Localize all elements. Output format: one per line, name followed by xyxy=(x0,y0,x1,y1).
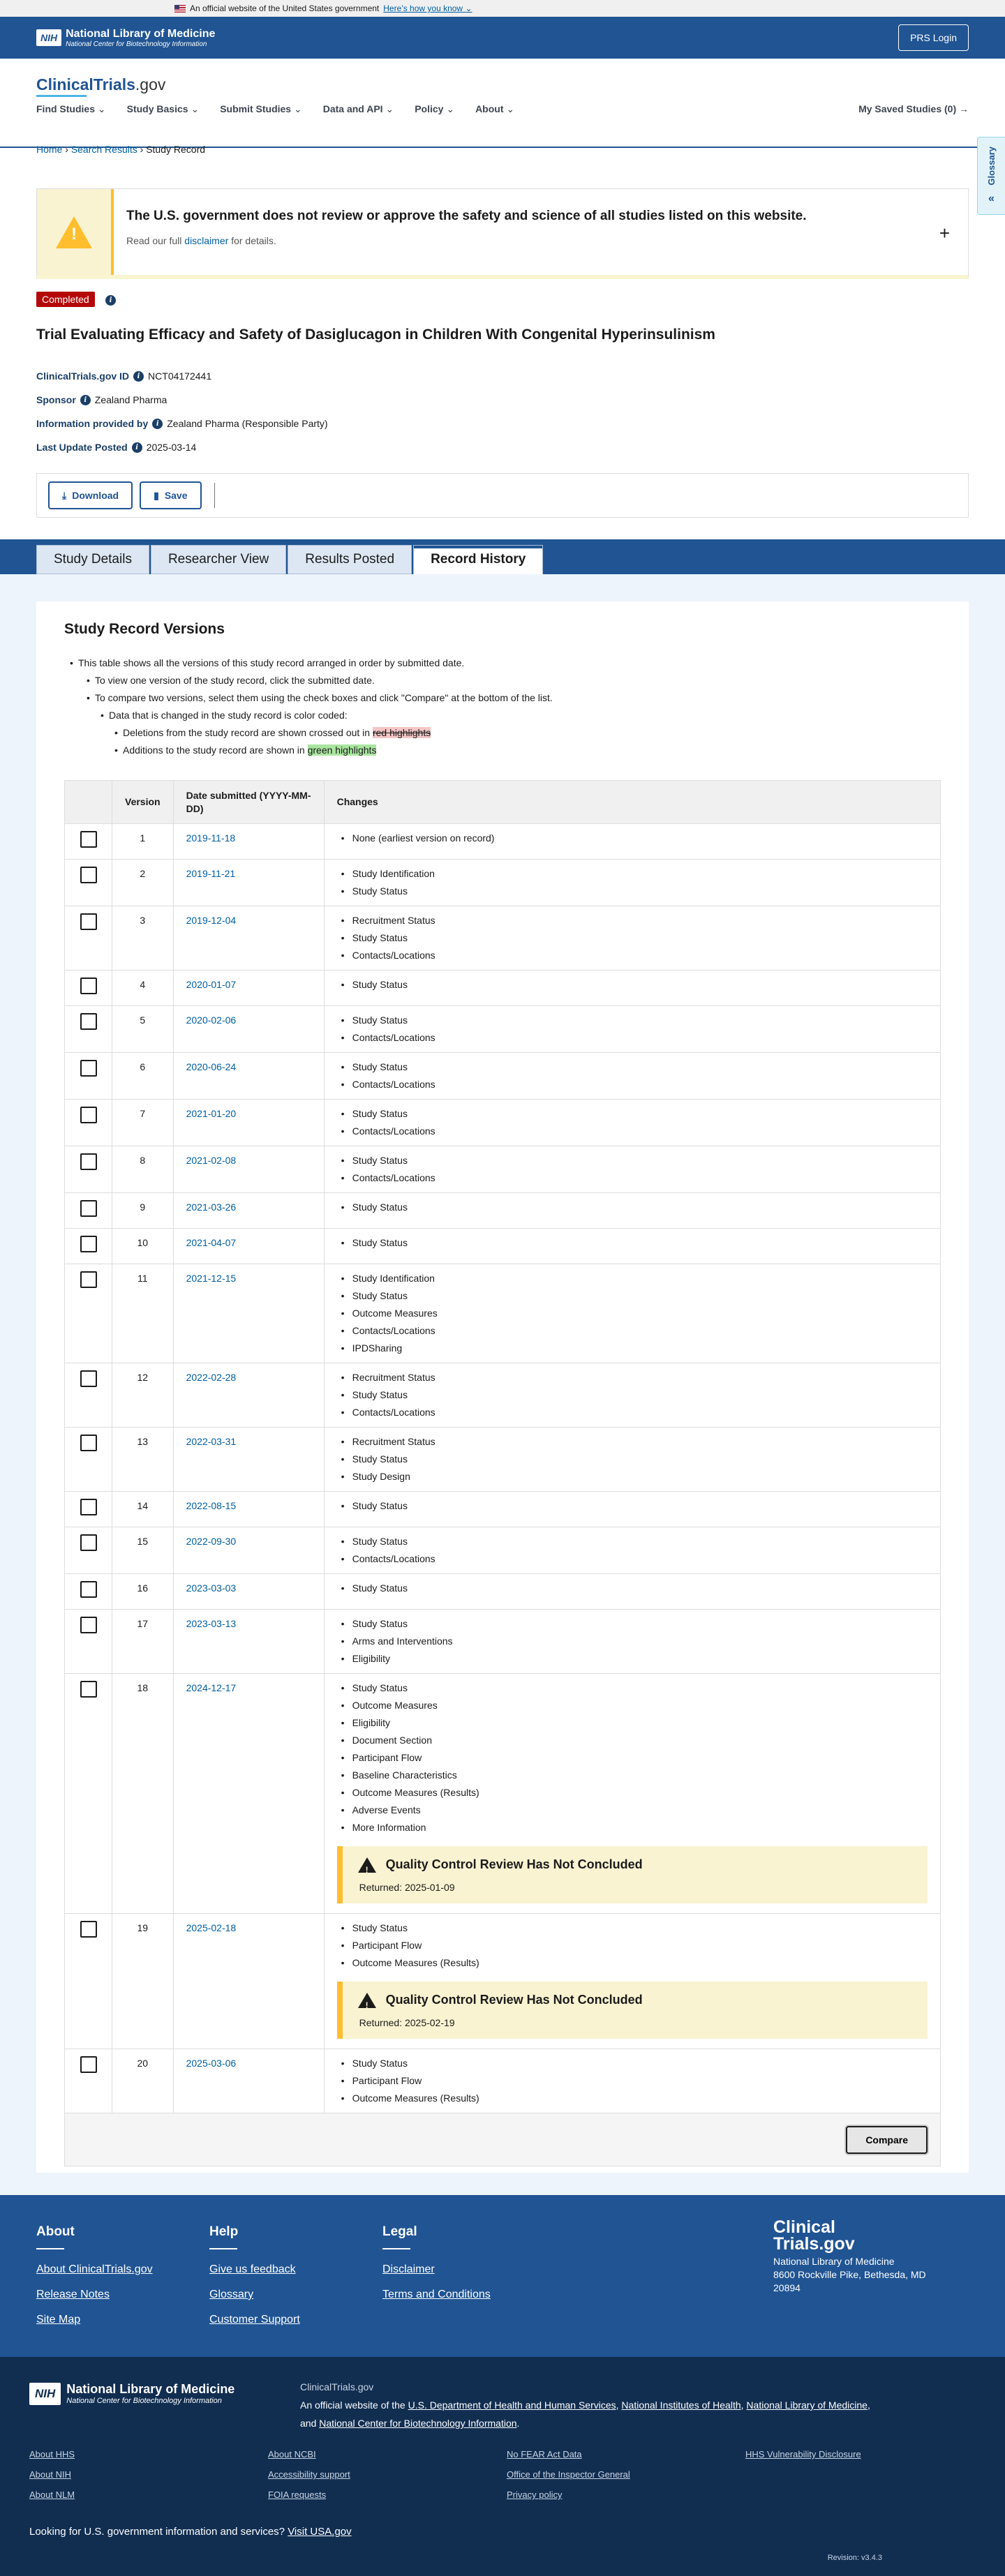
version-date-link[interactable]: 2021-12-15 xyxy=(186,1273,237,1284)
change-item: • Recruitment Status xyxy=(337,1369,928,1386)
versions-instructions: • This table shows all the versions of this study record arranged in order by submitted date. • To view one version of the study record, click the submitted date. • To compare two versions, select them using the check boxes and click "Compare" at the bottom of the list. • Data that is changed in the study record is color coded: • Deletions from the study record are shown crossed out in red highlights • Additions to the study record are shown in green highlights xyxy=(64,654,553,759)
version-date-link[interactable]: 2022-02-28 xyxy=(186,1372,237,1383)
table-row xyxy=(65,1146,941,1193)
change-item: • Study Status xyxy=(337,1919,928,1937)
provided-by-value: Zealand Pharma (Responsible Party) xyxy=(167,418,328,429)
change-item: • Study Status xyxy=(337,1615,928,1633)
version-number: 19 xyxy=(112,1914,174,2049)
qc-review-alert: ! Quality Control Review Has Not Concluded Returned: 2025-01-09 xyxy=(337,1846,928,1903)
footer-bottom-link[interactable]: FOIA requests xyxy=(268,2489,327,2500)
disclaimer-link[interactable]: disclaimer xyxy=(184,235,229,246)
version-changes xyxy=(324,1492,940,1527)
nct-id: NCT04172441 xyxy=(148,370,212,382)
version-date-link[interactable]: 2022-03-31 xyxy=(186,1436,237,1447)
version-checkbox[interactable] xyxy=(80,1499,97,1515)
study-title: Trial Evaluating Efficacy and Safety of Dasiglucagon in Children With Congenital Hyperinsulinism xyxy=(36,327,715,343)
nlm-title: National Library of Medicine xyxy=(66,27,216,40)
prs-login-button[interactable]: PRS Login xyxy=(898,24,969,51)
footer-link[interactable]: Disclaimer xyxy=(382,2263,435,2275)
version-checkbox[interactable] xyxy=(80,1435,97,1451)
change-item: • Participant Flow xyxy=(337,2072,928,2090)
official-website-text: ClinicalTrials.gov An official website of the U.S. Department of Health and Human Services, National Institutes of Health, National Library of Medicine, and National Center for Biotechnology Information. xyxy=(300,2381,870,2429)
green-highlight-sample: green highlights xyxy=(307,744,377,756)
version-checkbox[interactable] xyxy=(80,1200,97,1217)
info-icon[interactable]: i xyxy=(152,419,163,429)
status-badge: Completed xyxy=(36,292,95,307)
footer-nlm-logo[interactable]: NIH National Library of Medicine National Center for Biotechnology Information xyxy=(29,2382,234,2405)
version-date-link[interactable]: 2021-04-07 xyxy=(186,1237,237,1248)
double-chevron-left-icon: « xyxy=(988,192,995,204)
change-item: • Outcome Measures xyxy=(337,1305,928,1322)
version-date-link[interactable]: 2019-12-04 xyxy=(186,915,237,926)
table-row xyxy=(65,1229,941,1264)
change-item: • Baseline Characteristics xyxy=(337,1767,928,1784)
nlm-subtitle: National Center for Biotechnology Information xyxy=(66,40,207,48)
red-highlight-sample: red highlights xyxy=(372,727,431,738)
change-item: • Study Status xyxy=(337,1580,928,1597)
footer-bottom-link[interactable]: HHS Vulnerability Disclosure xyxy=(745,2449,861,2459)
version-changes xyxy=(324,1574,940,1610)
gov-banner-text: An official website of the United States government xyxy=(190,3,380,13)
footer-link[interactable]: Release Notes xyxy=(36,2289,110,2300)
table-row xyxy=(65,1674,941,1914)
version-date-link[interactable]: 2020-06-24 xyxy=(186,1061,237,1072)
chevron-down-icon: ⌄ xyxy=(191,103,200,114)
change-item: • Outcome Measures xyxy=(337,1697,928,1714)
version-checkbox[interactable] xyxy=(80,1681,97,1698)
nav-submit-studies[interactable]: Submit Studies ⌄ xyxy=(220,103,302,114)
download-icon: ⤓ xyxy=(62,489,67,501)
footer-bottom-link[interactable]: About NCBI xyxy=(268,2449,316,2459)
footer-legal: Legal Disclaimer Terms and Conditions xyxy=(382,2224,491,2300)
change-item: • Study Status xyxy=(337,1105,928,1123)
version-changes xyxy=(324,1193,940,1229)
change-item: • Study Status xyxy=(337,1152,928,1169)
version-number: 14 xyxy=(112,1492,174,1527)
usa-gov-line: Looking for U.S. government information and services? Visit USA.gov xyxy=(29,2526,352,2538)
nlm-link[interactable]: National Library of Medicine xyxy=(746,2399,868,2411)
change-item: • Study Status xyxy=(337,1234,928,1252)
version-date-link[interactable]: 2020-01-07 xyxy=(186,979,237,990)
footer-bottom-links xyxy=(29,2449,976,2500)
version-number: 8 xyxy=(112,1146,174,1193)
table-row xyxy=(65,906,941,971)
footer-about: About About ClinicalTrials.gov Release Notes Site Map xyxy=(36,2224,153,2326)
change-item: • Adverse Events xyxy=(337,1802,928,1819)
version-date-link[interactable]: 2023-03-03 xyxy=(186,1582,237,1594)
version-changes xyxy=(324,1264,940,1363)
version-number: 7 xyxy=(112,1100,174,1146)
ncbi-link[interactable]: National Center for Biotechnology Information xyxy=(319,2418,517,2429)
version-changes xyxy=(324,1053,940,1100)
study-tabs xyxy=(36,545,543,574)
version-date-link[interactable]: 2019-11-21 xyxy=(186,868,236,879)
version-changes xyxy=(324,1146,940,1193)
version-number: 11 xyxy=(112,1264,174,1363)
version-checkbox[interactable] xyxy=(80,913,97,930)
change-item: • Study Status xyxy=(337,883,928,900)
table-row xyxy=(65,1527,941,1574)
record-history-card xyxy=(36,601,969,2173)
version-number: 2 xyxy=(112,860,174,906)
chevron-down-icon: ⌄ xyxy=(446,103,455,114)
version-date-link[interactable]: 2022-09-30 xyxy=(186,1536,237,1547)
version-date-link[interactable]: 2025-03-06 xyxy=(186,2058,237,2069)
nav-data-api[interactable]: Data and API ⌄ xyxy=(322,103,394,114)
change-item: • Study Status xyxy=(337,1386,928,1404)
change-item: • More Information xyxy=(337,1819,928,1836)
version-changes xyxy=(324,1229,940,1264)
change-item: • Recruitment Status xyxy=(337,1433,928,1451)
footer-help: Help Give us feedback Glossary Customer Support xyxy=(209,2224,300,2326)
table-row xyxy=(65,1100,941,1146)
table-row xyxy=(65,824,941,860)
col-version: Version xyxy=(112,781,174,824)
version-number: 17 xyxy=(112,1610,174,1674)
footer-logo[interactable]: Clinical Trials.gov xyxy=(773,2217,855,2254)
change-item: • Study Design xyxy=(337,1468,928,1485)
expand-plus-icon[interactable]: + xyxy=(939,223,950,244)
version-number: 6 xyxy=(112,1053,174,1100)
tab-results-posted[interactable]: Results Posted xyxy=(288,545,412,574)
study-actions xyxy=(36,473,969,518)
version-checkbox[interactable] xyxy=(80,1060,97,1077)
table-row xyxy=(65,860,941,906)
nav-about[interactable]: About ⌄ xyxy=(475,103,515,114)
version-changes xyxy=(324,1914,940,2049)
clinicaltrials-logo[interactable]: ClinicalTrials.gov xyxy=(36,75,166,93)
change-item: • Outcome Measures (Results) xyxy=(337,2090,928,2107)
nav-study-basics[interactable]: Study Basics ⌄ xyxy=(126,103,200,114)
bookmark-icon: ▮ xyxy=(154,489,159,501)
version-changes xyxy=(324,1006,940,1053)
change-item: • Participant Flow xyxy=(337,1749,928,1767)
change-item: • None (earliest version on record) xyxy=(337,830,928,847)
glossary-tab[interactable]: Glossary « xyxy=(977,137,1005,215)
chevron-down-icon: ⌄ xyxy=(97,103,106,114)
footer-bottom-link[interactable]: About NIH xyxy=(29,2469,71,2480)
table-row xyxy=(65,1610,941,1674)
version-changes xyxy=(324,1674,940,1914)
nih-link[interactable]: National Institutes of Health xyxy=(621,2399,741,2411)
version-number: 3 xyxy=(112,906,174,971)
version-changes xyxy=(324,1363,940,1428)
version-checkbox[interactable] xyxy=(80,831,97,848)
version-checkbox[interactable] xyxy=(80,1370,97,1387)
version-date-link[interactable]: 2025-02-18 xyxy=(186,1922,237,1933)
version-changes xyxy=(324,906,940,971)
table-row xyxy=(65,1574,941,1610)
sponsor-value: Zealand Pharma xyxy=(94,394,168,405)
disclaimer-alert: ! The U.S. government does not review or approve the safety and science of all studies listed on this website. Read our full disclaimer for details. + xyxy=(36,188,969,279)
version-checkbox[interactable] xyxy=(80,1921,97,1938)
change-item: • Contacts/Locations xyxy=(337,1550,928,1568)
version-changes xyxy=(324,2049,940,2113)
change-item: • Contacts/Locations xyxy=(337,947,928,964)
arrow-right-icon: → xyxy=(959,103,969,114)
divider xyxy=(214,483,215,508)
change-item: • Recruitment Status xyxy=(337,912,928,929)
version-date-link[interactable]: 2023-03-13 xyxy=(186,1618,237,1629)
change-item: • Arms and Interventions xyxy=(337,1633,928,1650)
nlm-logo[interactable] xyxy=(36,28,215,48)
table-row xyxy=(65,1193,941,1229)
version-changes xyxy=(324,1527,940,1574)
gov-banner xyxy=(0,0,1005,17)
change-item: • Eligibility xyxy=(337,1714,928,1732)
change-item: • Participant Flow xyxy=(337,1937,928,1954)
warning-icon: ! xyxy=(56,216,92,248)
version-date-link[interactable]: 2021-02-08 xyxy=(186,1155,237,1166)
table-row xyxy=(65,1363,941,1428)
change-item: • Study Status xyxy=(337,1679,928,1697)
change-item: • Study Status xyxy=(337,1058,928,1076)
version-changes xyxy=(324,971,940,1006)
change-item: • Contacts/Locations xyxy=(337,1029,928,1047)
version-number: 15 xyxy=(112,1527,174,1574)
change-item: • Document Section xyxy=(337,1732,928,1749)
site-header xyxy=(0,59,1005,148)
change-item: • Outcome Measures (Results) xyxy=(337,1784,928,1802)
change-item: • Outcome Measures (Results) xyxy=(337,1954,928,1972)
footer-bottom-link[interactable]: About NLM xyxy=(29,2489,75,2500)
change-item: • Contacts/Locations xyxy=(337,1076,928,1093)
version-number: 20 xyxy=(112,2049,174,2113)
warning-icon: ! xyxy=(358,1857,376,1873)
info-icon[interactable]: i xyxy=(105,295,116,306)
us-flag-icon xyxy=(174,5,186,13)
table-row xyxy=(65,1006,941,1053)
footer-bottom-link[interactable]: Office of the Inspector General xyxy=(507,2469,630,2480)
version-number: 1 xyxy=(112,824,174,860)
change-item: • Study Status xyxy=(337,1451,928,1468)
version-date-link[interactable]: 2019-11-18 xyxy=(186,832,236,844)
change-item: • Study Status xyxy=(337,1012,928,1029)
qc-review-alert: ! Quality Control Review Has Not Concluded Returned: 2025-02-19 xyxy=(337,1982,928,2039)
version-date-link[interactable]: 2021-03-26 xyxy=(186,1201,237,1213)
tab-study-details[interactable]: Study Details xyxy=(36,545,149,574)
revision: Revision: v3.4.3 xyxy=(827,2554,882,2562)
table-row xyxy=(65,1264,941,1363)
table-row xyxy=(65,1428,941,1492)
version-checkbox[interactable] xyxy=(80,1271,97,1288)
tab-researcher-view[interactable]: Researcher View xyxy=(151,545,286,574)
version-number: 4 xyxy=(112,971,174,1006)
nih-logo-icon: NIH xyxy=(36,29,61,46)
table-row xyxy=(65,1492,941,1527)
change-item: • IPDSharing xyxy=(337,1340,928,1357)
breadcrumb: Home › Search Results › Study Record xyxy=(36,144,206,155)
footer-link[interactable]: Customer Support xyxy=(209,2314,300,2326)
version-changes xyxy=(324,824,940,860)
main-nav xyxy=(36,103,514,115)
version-checkbox[interactable] xyxy=(80,867,97,883)
nav-policy[interactable]: Policy ⌄ xyxy=(415,103,455,114)
version-date-link[interactable]: 2024-12-17 xyxy=(186,1682,237,1693)
version-checkbox[interactable] xyxy=(80,2056,97,2073)
chevron-down-icon: ⌄ xyxy=(506,103,515,114)
footer-link[interactable]: About ClinicalTrials.gov xyxy=(36,2263,153,2275)
version-changes xyxy=(324,1100,940,1146)
version-date-link[interactable]: 2020-02-06 xyxy=(186,1014,237,1026)
change-item: • Contacts/Locations xyxy=(337,1169,928,1187)
footer-bottom-link[interactable]: Accessibility support xyxy=(268,2469,350,2480)
table-row xyxy=(65,1914,941,2049)
change-item: • Study Status xyxy=(337,976,928,994)
nav-find-studies[interactable]: Find Studies ⌄ xyxy=(36,103,106,114)
version-checkbox[interactable] xyxy=(80,1581,97,1598)
change-item: • Contacts/Locations xyxy=(337,1123,928,1140)
version-changes xyxy=(324,860,940,906)
alert-heading: The U.S. government does not review or approve the safety and science of all studies listed on this website. xyxy=(126,209,807,223)
version-number: 18 xyxy=(112,1674,174,1914)
breadcrumb-current: Study Record xyxy=(146,144,206,155)
versions-table xyxy=(64,780,941,2166)
change-item: • Study Status xyxy=(337,1199,928,1216)
nih-logo-icon: NIH xyxy=(29,2383,61,2405)
change-item: • Study Status xyxy=(337,1497,928,1515)
footer-bottom-link[interactable]: Privacy policy xyxy=(507,2489,563,2500)
version-date-link[interactable]: 2022-08-15 xyxy=(186,1500,237,1511)
change-item: • Study Status xyxy=(337,2055,928,2072)
change-item: • Contacts/Locations xyxy=(337,1322,928,1340)
footer-top xyxy=(0,2195,1005,2357)
version-number: 12 xyxy=(112,1363,174,1428)
table-row xyxy=(65,971,941,1006)
version-checkbox[interactable] xyxy=(80,1534,97,1551)
last-update-value: 2025-03-14 xyxy=(146,442,197,453)
version-number: 9 xyxy=(112,1193,174,1229)
change-item: • Study Status xyxy=(337,929,928,947)
footer-bottom-link[interactable]: About HHS xyxy=(29,2449,75,2459)
version-number: 10 xyxy=(112,1229,174,1264)
version-number: 13 xyxy=(112,1428,174,1492)
footer-bottom xyxy=(0,2357,1005,2576)
footer-link[interactable]: Give us feedback xyxy=(209,2263,296,2275)
col-changes: Changes xyxy=(324,781,940,824)
col-date: Date submitted (YYYY-MM-DD) xyxy=(173,781,324,824)
breadcrumb-home[interactable]: Home xyxy=(36,144,63,155)
usa-gov-link[interactable]: Visit USA.gov xyxy=(288,2526,352,2538)
version-checkbox[interactable] xyxy=(80,1153,97,1170)
version-checkbox[interactable] xyxy=(80,1617,97,1633)
footer-link[interactable]: Terms and Conditions xyxy=(382,2289,491,2300)
warning-icon: ! xyxy=(358,1993,376,2008)
save-button[interactable]: ▮ Save xyxy=(140,481,201,509)
change-item: • Study Status xyxy=(337,1287,928,1305)
version-checkbox[interactable] xyxy=(80,1107,97,1123)
table-row xyxy=(65,2049,941,2113)
tab-record-history[interactable]: Record History xyxy=(413,545,543,574)
change-item: • Study Identification xyxy=(337,1270,928,1287)
hhs-link[interactable]: U.S. Department of Health and Human Services xyxy=(408,2399,616,2411)
version-checkbox[interactable] xyxy=(80,1013,97,1030)
version-number: 16 xyxy=(112,1574,174,1610)
version-checkbox[interactable] xyxy=(80,1236,97,1252)
change-item: • Study Identification xyxy=(337,865,928,883)
info-icon[interactable]: i xyxy=(132,442,142,453)
change-item: • Contacts/Locations xyxy=(337,1404,928,1421)
versions-heading: Study Record Versions xyxy=(64,621,225,637)
change-item: • Study Status xyxy=(337,1533,928,1550)
info-icon[interactable]: i xyxy=(80,395,91,405)
version-date-link[interactable]: 2021-01-20 xyxy=(186,1108,237,1119)
download-button[interactable]: ⤓ Download xyxy=(48,481,133,509)
footer-link[interactable]: Site Map xyxy=(36,2314,81,2326)
version-changes xyxy=(324,1610,940,1674)
my-saved-studies-link[interactable]: My Saved Studies (0) → xyxy=(858,103,969,114)
footer-address: Clinical Trials.gov National Library of Medicine 8600 Rockville Pike, Bethesda, MD 20894 xyxy=(773,2217,926,2293)
chevron-down-icon: ⌄ xyxy=(465,3,472,13)
footer-bottom-link[interactable]: No FEAR Act Data xyxy=(507,2449,582,2459)
footer-link[interactable]: Glossary xyxy=(209,2289,254,2300)
nlm-header xyxy=(0,17,1005,59)
how-you-know-link[interactable]: Here’s how you know ⌄ xyxy=(383,3,472,13)
chevron-down-icon: ⌄ xyxy=(293,103,302,114)
study-meta: ClinicalTrials.gov ID i NCT04172441 Sponsor i Zealand Pharma Information provided by i Zealand Pharma (Responsible Party) Last Update Posted i 2025-03-14 xyxy=(36,370,328,453)
info-icon[interactable]: i xyxy=(133,371,144,382)
chevron-down-icon: ⌄ xyxy=(385,103,394,114)
table-row xyxy=(65,1053,941,1100)
version-changes xyxy=(324,1428,940,1492)
breadcrumb-search-results[interactable]: Search Results xyxy=(70,144,137,155)
change-item: • Eligibility xyxy=(337,1650,928,1668)
version-checkbox[interactable] xyxy=(80,978,97,994)
compare-button[interactable]: Compare xyxy=(846,2126,928,2154)
version-number: 5 xyxy=(112,1006,174,1053)
